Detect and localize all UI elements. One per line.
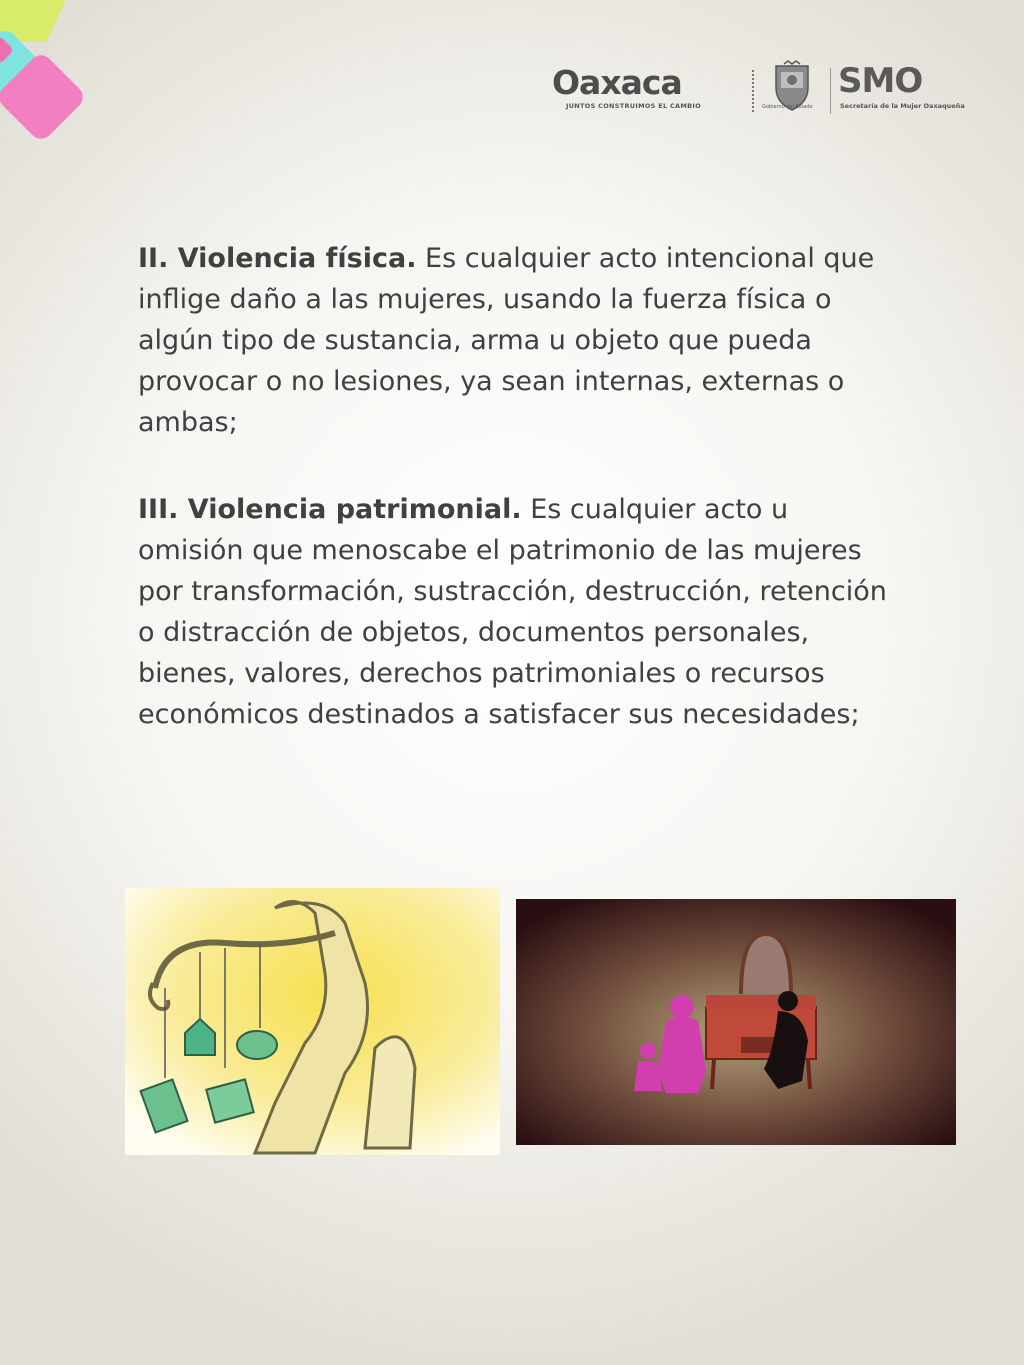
smo-logo (838, 62, 972, 116)
solid-divider (830, 68, 831, 114)
smo-logo-text: SMO (838, 61, 923, 101)
economic-violence-illustration (125, 888, 500, 1155)
patrimonial-violence-illustration (516, 899, 956, 1145)
oaxaca-tagline: JUNTOS CONSTRUIMOS EL CAMBIO (566, 102, 701, 110)
paragraph-violencia-fisica (138, 238, 898, 443)
header-logos (552, 58, 972, 118)
definition-violencia-patrimonial: Es cualquier acto u omisión que menoscabe el patrimonio de las mujeres por transformación, sustracción, destrucción, retención o distracción de objetos, documentos personales, bienes, valores, derechos patrimoniales o recursos económicos destinados a satisfacer sus necesidades; (138, 494, 887, 730)
smo-caption: Secretaría de la Mujer Oaxaqueña (840, 102, 965, 110)
oaxaca-logo-text: Oaxaca (552, 63, 682, 102)
content-body (138, 238, 898, 735)
term-violencia-fisica: II. Violencia física. (138, 243, 417, 274)
term-violencia-patrimonial: III. Violencia patrimonial. (138, 494, 522, 525)
dotted-divider (752, 70, 754, 112)
corner-decoration (0, 0, 90, 170)
definition-violencia-fisica: Es cualquier acto intencional que inflige daño a las mujeres, usando la fuerza física o algún tipo de sustancia, arma u objeto que pueda provocar o no lesiones, ya sean internas, externas o ambas; (138, 243, 875, 438)
oaxaca-logo (552, 64, 742, 118)
paragraph-violencia-patrimonial (138, 489, 898, 735)
gobierno-caption: Gobierno del Estado (762, 104, 813, 110)
